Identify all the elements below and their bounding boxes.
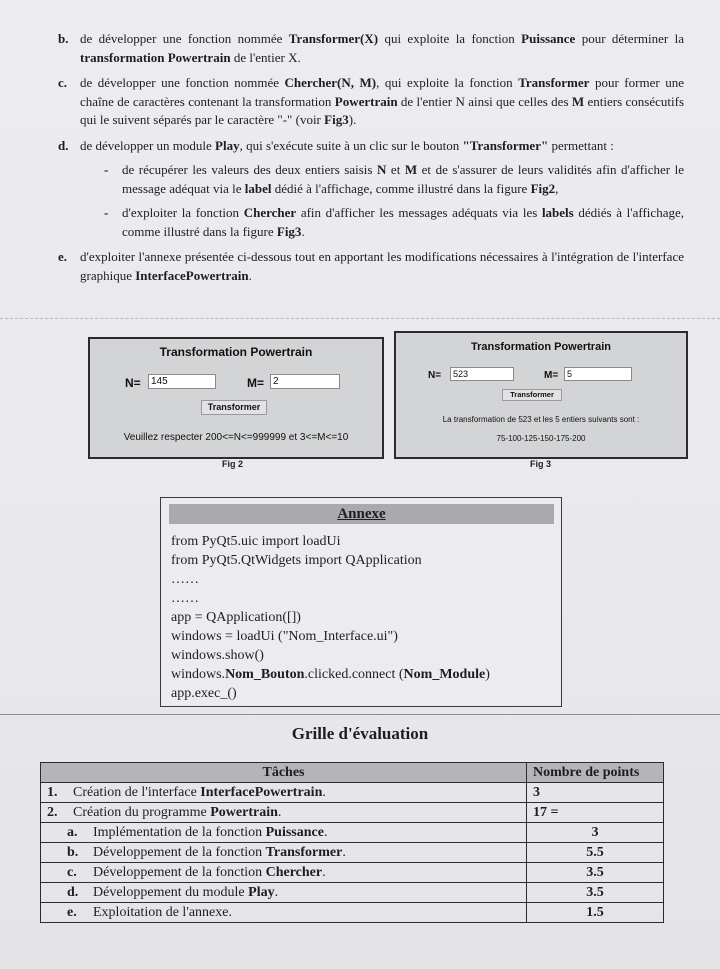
grille-title: Grille d'évaluation xyxy=(291,724,429,743)
fig3-window xyxy=(394,331,688,459)
fig2-m-label: M= xyxy=(247,376,265,390)
item-d xyxy=(52,137,684,242)
fig3-m-input[interactable]: 5 xyxy=(564,367,632,381)
fig3-title: Transformation Powertrain xyxy=(471,341,611,353)
fig2-caption: Fig 2 xyxy=(222,459,244,469)
code-line: from PyQt5.QtWidgets import QApplication xyxy=(171,553,422,568)
table-row xyxy=(41,843,664,863)
bullet-item: - d'exploiter la fonction Chercher afin d'afficher les messages adéquats via les labels dédiés à l'affichage, comme illustré dans la figure Fig3. xyxy=(104,205,684,239)
task-cell: 1. Création de l'interface InterfacePowertrain. xyxy=(41,783,527,803)
code-line: …… xyxy=(171,591,199,606)
evaluation-table xyxy=(40,762,664,923)
points-cell: 5.5 xyxy=(527,843,664,863)
fig3-result: 75-100-125-150-175-200 xyxy=(496,434,586,443)
task-cell: b. Développement de la fonction Transformer. xyxy=(41,843,527,863)
task-cell: 2. Création du programme Powertrain. xyxy=(41,803,527,823)
code-line: app = QApplication([]) xyxy=(171,610,301,625)
table-row xyxy=(41,883,664,903)
fig2-title: Transformation Powertrain xyxy=(159,345,313,359)
table-header: Nombre de points xyxy=(527,763,664,783)
code-line: …… xyxy=(171,572,199,587)
item-letter: b. xyxy=(58,31,69,46)
fig2-message: Veuillez respecter 200<=N<=999999 et 3<=M<=10 xyxy=(123,432,349,443)
table-row xyxy=(41,783,664,803)
divider xyxy=(0,318,720,319)
task-cell: c. Développement de la fonction Chercher. xyxy=(41,863,527,883)
task-cell: e. Exploitation de l'annexe. xyxy=(41,903,527,923)
bullet-item: - de récupérer les valeurs des deux entiers saisis N et M et de s'assurer de leurs validités afin d'afficher le message adéquat via le label dédié à l'affichage, comme illustré dans la figure Fig2, xyxy=(104,162,684,196)
table-row xyxy=(41,823,664,843)
item-text: de développer une fonction nommée Chercher(N, M), qui exploite la fonction Transformer pour former une chaîne de caractères contenant la transformation Powertrain de l'entier N ainsi que celles des M entiers consécutifs qui le suivent séparés par le caractère "-" (voir Fig3). xyxy=(80,75,685,127)
fig2-transformer-button[interactable]: Transformer xyxy=(201,400,267,415)
fig3-m-label: M= xyxy=(544,370,559,381)
points-cell: 3.5 xyxy=(527,863,664,883)
item-text: de développer une fonction nommée Transformer(X) qui exploite la fonction Puissance pour déterminer la transformation Powertrain de l'entier X. xyxy=(80,31,684,65)
points-cell: 1.5 xyxy=(527,903,664,923)
item-text: de développer un module Play, qui s'exécute suite à un clic sur le bouton "Transformer" permettant : xyxy=(80,137,614,153)
table-row xyxy=(41,803,664,823)
code-line: app.exec_() xyxy=(171,686,237,701)
item-e xyxy=(52,248,684,285)
points-cell: 3.5 xyxy=(527,883,664,903)
divider xyxy=(0,714,720,715)
fig3-n-input[interactable]: 523 xyxy=(450,367,514,381)
fig3-n-label: N= xyxy=(428,370,442,381)
code-line: windows.show() xyxy=(171,648,264,663)
points-cell: 3 xyxy=(527,823,664,843)
fig3-transformer-button[interactable]: Transformer xyxy=(502,389,562,401)
item-c xyxy=(52,74,684,130)
fig3-caption: Fig 3 xyxy=(530,459,552,469)
points-cell: 3 xyxy=(527,783,664,803)
points-cell: 17 = xyxy=(527,803,664,823)
task-cell: d. Développement du module Play. xyxy=(41,883,527,903)
fig2-n-label: N= xyxy=(125,376,141,390)
annexe-box xyxy=(160,497,562,707)
table-row xyxy=(41,863,664,883)
code-line: windows.Nom_Bouton.clicked.connect (Nom_Module) xyxy=(171,667,490,682)
annexe-title: Annexe xyxy=(169,504,554,524)
fig2-window xyxy=(88,337,384,459)
item-text: d'exploiter l'annexe présentée ci-dessous tout en apportant les modifications nécessaires à l'intégration de l'interface graphique InterfacePowertrain. xyxy=(80,249,684,283)
item-letter: c. xyxy=(58,75,68,90)
task-cell: a. Implémentation de la fonction Puissance. xyxy=(41,823,527,843)
fig2-m-input[interactable]: 2 xyxy=(270,374,340,389)
instruction-list xyxy=(52,30,684,292)
fig3-message: La transformation de 523 et les 5 entiers suivants sont : xyxy=(442,415,640,424)
fig2-n-input[interactable]: 145 xyxy=(148,374,216,389)
table-header-row xyxy=(41,763,664,783)
item-letter: e. xyxy=(58,249,68,264)
table-header: Tâches xyxy=(41,763,527,783)
table-row xyxy=(41,903,664,923)
item-b xyxy=(52,30,684,67)
annexe-code xyxy=(171,532,490,703)
code-line: windows = loadUi ("Nom_Interface.ui") xyxy=(171,629,398,644)
item-letter: d. xyxy=(58,137,69,153)
code-line: from PyQt5.uic import loadUi xyxy=(171,534,341,549)
